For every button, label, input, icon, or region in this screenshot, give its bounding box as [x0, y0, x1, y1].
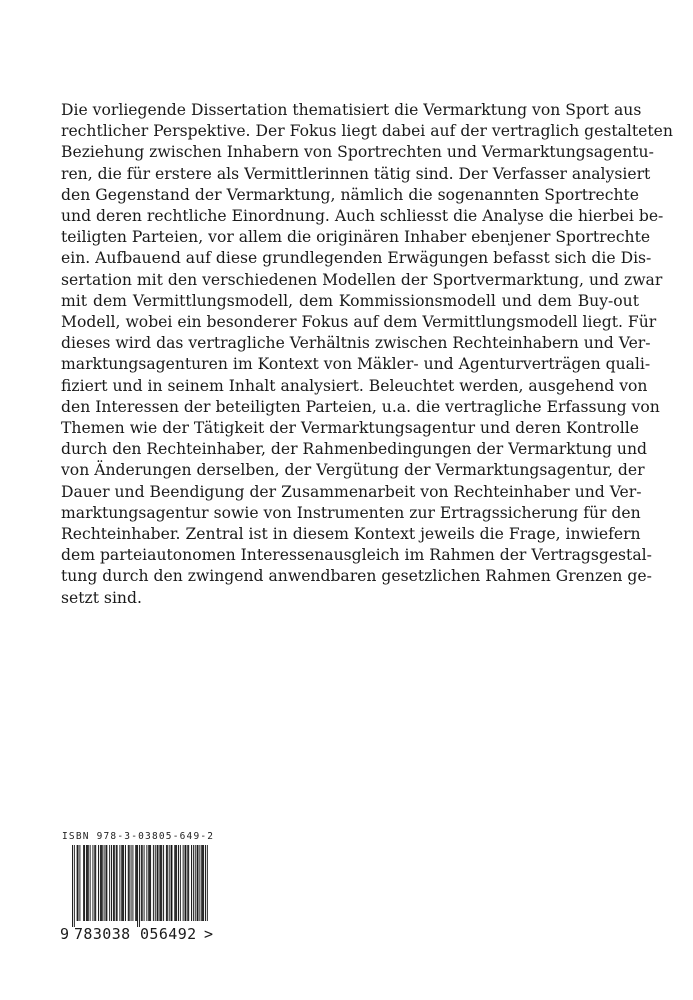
barcode-bar	[166, 845, 167, 921]
abstract-line: Dauer und Beendigung der Zusammenarbeit von Rechteinhaber und Ver-	[61, 482, 642, 501]
abstract-line: marktungsagentur sowie von Instrumenten zur Ertragssicherung für den	[61, 503, 641, 522]
abstract-line: dem parteiautonomen Interessenausgleich im Rahmen der Vertragsgestal-	[61, 546, 652, 565]
barcode-bar	[111, 845, 112, 921]
abstract-line: von Änderungen derselben, der Vergütung der Vermarktungsagentur, der	[61, 461, 645, 480]
barcode-bar	[79, 845, 80, 921]
barcode-digits-right: 056492	[140, 925, 197, 943]
barcode-arrow: >	[204, 925, 214, 943]
barcode-bar	[72, 845, 73, 927]
barcode-bar	[117, 845, 118, 921]
barcode-bar	[155, 845, 156, 921]
barcode-bar	[114, 845, 115, 921]
abstract-line: rechtlicher Perspektive. Der Fokus liegt dabei auf der vertraglich gestalteten	[61, 122, 673, 141]
abstract-line: fiziert und in seinem Inhalt analysiert. Beleuchtet werden, ausgehend von	[61, 376, 648, 395]
barcode-bar	[202, 845, 203, 921]
abstract-line: den Gegenstand der Vermarktung, nämlich die sogenannten Sportrechte	[61, 185, 639, 204]
barcode-bar	[136, 845, 137, 921]
barcode-bar	[78, 845, 79, 921]
barcode-bar	[169, 845, 170, 921]
abstract-line: ren, die für erstere als Vermittlerinnen tätig sind. Der Verfasser analysiert	[61, 164, 651, 183]
barcode-bar	[95, 845, 96, 921]
barcode-bar	[87, 845, 88, 921]
barcode-bar	[198, 845, 199, 921]
barcode-bar	[171, 845, 172, 921]
barcode-bar	[203, 845, 204, 921]
barcode-bar	[201, 845, 202, 921]
abstract-line: Themen wie der Tätigkeit der Vermarktungsagentur und deren Kontrolle	[61, 419, 639, 438]
abstract-line: mit dem Vermittlungsmodell, dem Kommissionsmodell und dem Buy-out	[61, 291, 639, 310]
barcode-bar	[148, 845, 149, 921]
barcode-bar	[104, 845, 105, 921]
barcode-bar	[106, 845, 107, 921]
abstract-line: tung durch den zwingend anwendbaren gesetzlichen Rahmen Grenzen ge-	[61, 567, 652, 586]
isbn-label: ISBN 978-3-03805-649-2	[62, 831, 215, 842]
barcode-bar	[167, 845, 168, 921]
barcode-bar	[128, 845, 129, 921]
barcode-bar	[129, 845, 130, 921]
barcode-bar	[123, 845, 124, 921]
barcode-bar	[113, 845, 114, 921]
barcode-bar	[153, 845, 154, 921]
barcode-bar	[92, 845, 93, 921]
barcode-bar	[116, 845, 117, 921]
barcode-bar	[132, 845, 133, 921]
barcode-bar	[100, 845, 101, 921]
abstract-line: dieses wird das vertragliche Verhältnis zwischen Rechteinhabern und Ver-	[61, 334, 651, 353]
barcode-bar	[105, 845, 106, 921]
barcode-bar	[146, 845, 147, 921]
barcode-bar	[207, 845, 208, 921]
abstract-line: den Interessen der beteiligten Parteien, u.a. die vertragliche Erfassung von	[61, 397, 660, 416]
barcode-digits-left: 783038	[74, 925, 131, 943]
barcode-bar	[90, 845, 91, 921]
barcode-bar	[161, 845, 162, 921]
barcode-bar	[187, 845, 188, 921]
barcode-number	[60, 925, 214, 943]
barcode-bar	[139, 845, 140, 927]
barcode-bar	[176, 845, 177, 921]
barcode-bar	[185, 845, 186, 921]
abstract-line: Rechteinhaber. Zentral ist in diesem Kontext jeweils die Frage, inwiefern	[61, 525, 641, 544]
abstract-line: teiligten Parteien, vor allem die originären Inhaber ebenjener Sportrechte	[61, 228, 651, 247]
barcode-bar	[183, 845, 184, 921]
barcode-bar	[88, 845, 89, 921]
barcode-bar	[125, 845, 126, 921]
abstract-line: sertation mit den verschiedenen Modellen der Sportvermarktung, und zwar	[61, 270, 663, 289]
barcode-bar	[94, 845, 95, 921]
barcode-bar	[158, 845, 159, 921]
barcode-bar	[131, 845, 132, 921]
barcode-bar	[157, 845, 158, 921]
barcode-bar	[86, 845, 87, 921]
barcode-bar	[172, 845, 173, 921]
barcode-bar	[98, 845, 99, 921]
abstract-line: Die vorliegende Dissertation thematisiert die Vermarktung von Sport aus	[61, 101, 642, 119]
barcode-bar	[84, 845, 85, 921]
isbn-barcode-block	[60, 831, 215, 943]
barcode-bar	[77, 845, 78, 921]
barcode-bar	[102, 845, 103, 921]
abstract-line: marktungsagenturen im Kontext von Mäkler- und Agenturverträgen quali-	[61, 355, 651, 374]
barcode-bar	[197, 845, 198, 921]
barcode-bar	[195, 845, 196, 921]
barcode-bar	[159, 845, 160, 921]
abstract-line: setzt sind.	[61, 588, 142, 607]
barcode-bar	[199, 845, 200, 921]
barcode-bar	[150, 845, 151, 921]
barcode-bar	[175, 845, 176, 921]
barcode-bar	[188, 845, 189, 921]
barcode-bar	[149, 845, 150, 921]
barcode-bar	[205, 845, 206, 921]
barcode-bar	[141, 845, 142, 921]
barcode-bar	[119, 845, 120, 921]
barcode-bar	[122, 845, 123, 921]
abstract-text	[61, 100, 673, 609]
barcode-bar	[83, 845, 84, 921]
barcode-bar	[137, 845, 138, 927]
barcode-bar	[191, 845, 192, 921]
abstract-line: durch den Rechteinhaber, der Rahmenbedingungen der Vermarktung und	[61, 440, 647, 459]
barcode-icon	[60, 845, 208, 927]
abstract-line: und deren rechtliche Einordnung. Auch schliesst die Analyse die hierbei be-	[61, 207, 664, 226]
barcode-bar	[135, 845, 136, 921]
abstract-line: Modell, wobei ein besonderer Fokus auf dem Vermittlungsmodell liegt. Für	[61, 313, 657, 332]
barcode-bar	[142, 845, 143, 921]
abstract-line: ein. Aufbauend auf diese grundlegenden Erwägungen befasst sich die Dis-	[61, 249, 652, 268]
barcode-bar	[163, 845, 164, 921]
abstract-line: Beziehung zwischen Inhabern von Sportrechten und Vermarktungsagentu-	[61, 143, 654, 162]
barcode-bar	[160, 845, 161, 921]
barcode-bar	[178, 845, 179, 921]
barcode-bar	[121, 845, 122, 921]
barcode-bar	[193, 845, 194, 921]
barcode-digit-lead: 9	[60, 925, 70, 943]
barcode-bar	[109, 845, 110, 921]
barcode-bar	[101, 845, 102, 921]
barcode-bar	[144, 845, 145, 921]
barcode-bar	[174, 845, 175, 921]
barcode-bar	[180, 845, 181, 921]
barcode-bar	[74, 845, 75, 927]
barcode-bar	[185, 845, 186, 921]
